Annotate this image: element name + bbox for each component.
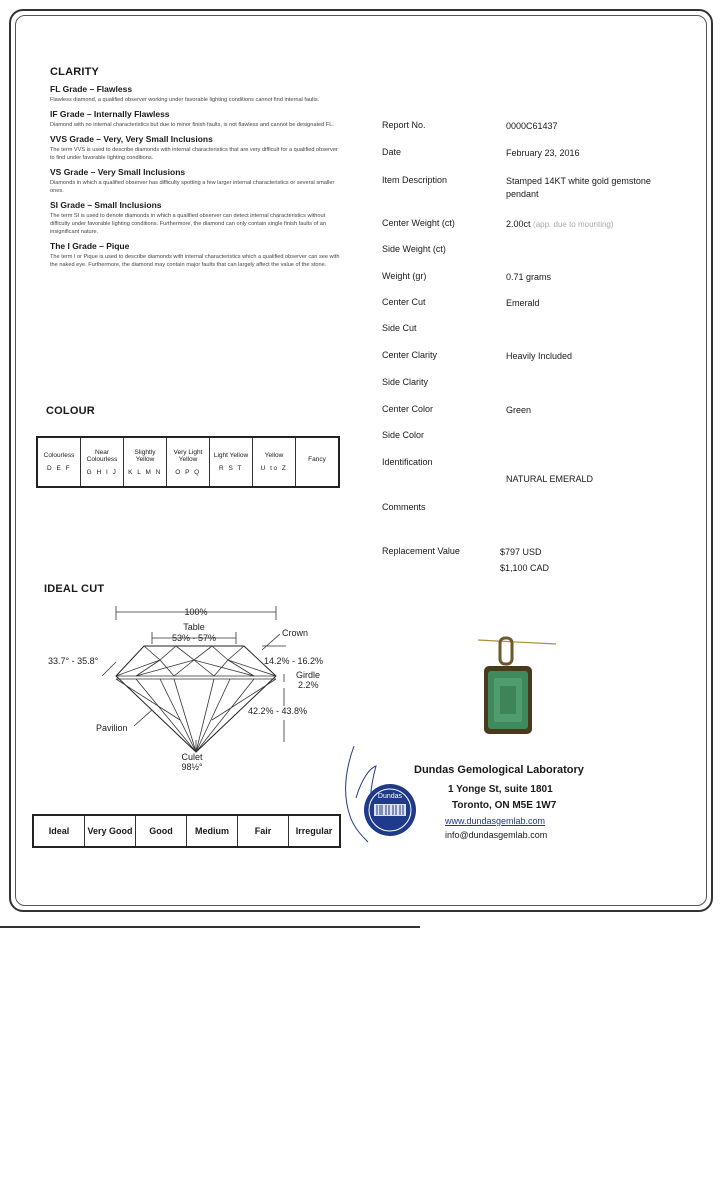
grade-if-desc: Diamond with no internal characteristics but due to minor finish faults, is not flawless and cannot be designated FL. [50,122,334,128]
cut-grade-cell: Good [136,815,187,847]
report-value-note: (app. due to mounting) [533,220,614,229]
grade-si-title: SI Grade – Small Inclusions [50,200,162,210]
colour-cell [210,437,253,487]
report-label: Side Clarity [382,377,429,387]
clarity-section [50,66,350,269]
cut-grade-cell: Irregular [289,815,341,847]
colour-cell-letters: U to Z [260,465,288,472]
report-label: Comments [382,502,426,512]
report-value: $1,100 CAD [500,563,550,573]
colour-cell [37,437,81,487]
crown-height-label: 14.2% - 16.2% [264,656,324,666]
culet-label: Culet [181,752,203,762]
report-label: Side Cut [382,323,417,333]
report-value: 0000C61437 [506,121,558,131]
report-value: Stamped 14KT white gold gemstone pendant [506,176,651,199]
grade-fl-title: FL Grade – Flawless [50,84,133,94]
colour-cell [124,437,167,487]
report-value: Emerald [506,298,540,308]
crown-angle-label: 33.7° - 35.8° [48,656,99,666]
report-value: February 23, 2016 [506,148,580,158]
pavilion-depth-label: 42.2% - 43.8% [248,706,308,716]
cut-grade-cell: Medium [187,815,238,847]
cut-grade-cell: Very Good [85,815,136,847]
lab-address-line1: 1 Yonge St, suite 1801 [448,784,553,795]
emerald-pendant-photo [478,628,558,740]
report-label: Date [382,147,402,157]
colour-cell-letters: G H I J [86,468,118,476]
grade-vvs-title: VVS Grade – Very, Very Small Inclusions [50,134,213,144]
page-edge-line [0,926,420,928]
total-width-label: 100% [184,607,208,617]
report-value: Heavily Included [506,351,573,361]
colour-cell-letters: R S T [219,465,243,472]
colour-heading: COLOUR [46,405,95,417]
colour-cell-name: Very Light Yellow [173,448,203,463]
report-value: 0.71 grams [506,272,552,282]
colour-scale-table [36,436,340,488]
cut-grade-cell: Fair [238,815,289,847]
lab-website-link[interactable]: www.dundasgemlab.com [445,816,546,826]
lab-block [340,738,584,863]
cut-grade-table [32,814,341,848]
crown-angle-pointer [102,662,116,676]
girdle-label: Girdle [296,670,321,680]
report-label: Side Weight (ct) [382,244,446,254]
report-label: Item Description [382,175,448,185]
clarity-heading: CLARITY [50,66,100,78]
crown-label: Crown [282,628,309,638]
colour-cell-name: Yellow [264,452,284,459]
diamond-proportions-diagram [40,602,340,782]
colour-cell-name: Slightly Yellow [134,448,156,463]
report-label: Center Clarity [382,350,438,360]
colour-cell [253,437,296,487]
cut-grade-cell: Ideal [33,815,85,847]
grade-fl-desc: Flawless diamond, a qualified observer working under favorable lighting conditions cannot find internal faults. [50,97,320,103]
crown-pointer [262,634,280,650]
report-label: Report No. [382,120,426,130]
colour-cell-letters: D E F [46,465,72,472]
report-label: Center Cut [382,297,426,307]
pavilion-facet [160,679,196,752]
colour-cell-name: Fancy [308,455,326,463]
chain-line [478,640,556,644]
report-value: NATURAL EMERALD [506,474,594,484]
grade-i-title: The I Grade – Pique [50,241,130,251]
grade-vvs-desc: The term VVS is used to describe diamonds with internal characteristics that are very difficult for a qualified observer to find under favorable lighting conditions. [50,147,338,161]
report-label: Identification [382,457,433,467]
ideal-cut-heading: IDEAL CUT [44,583,105,595]
lab-email[interactable]: info@dundasgemlab.com [445,830,548,840]
table-label: Table [183,622,205,632]
table-range-label: 53% - 57% [171,633,217,643]
colour-cell [167,437,210,487]
pavilion-pointer [134,710,152,726]
emerald-facet [500,686,516,714]
colour-cell-letters: O P Q [175,468,201,476]
grade-i-desc: The term I or Pique is used to describe diamonds with internal characteristics which a qualified observer can see with the naked eye. Furthermore, the diamond may contain major faults that can largely affect the value of the stone. [50,254,340,268]
report-label: Side Color [382,430,425,440]
report-label: Center Weight (ct) [382,218,455,228]
report-value: 2.00ct [506,219,531,229]
lab-name: Dundas Gemological Laboratory [414,764,584,776]
crown-facet [160,660,228,676]
grade-vs-desc: Diamonds in which a qualified observer has difficulty spotting a few larger internal characteristics or several smaller ones. [50,180,335,194]
culet-value: 98½° [181,762,203,772]
report-label: Weight (gr) [382,271,427,281]
crown-facet [160,646,244,660]
seal-text: Dundas [377,793,403,800]
girdle-value: 2.2% [298,680,319,690]
grade-si-desc: The term SI is used to denote diamonds in which a qualified observer can detect internal characteristics without difficulty under favorable lighting conditions. Furthermore, the diamond can only contain single finish faults of an insignificant nature. [50,213,327,235]
lab-seal-stamp [340,738,420,858]
colour-cell-name: Near Colourless [86,448,118,463]
pavilion-label: Pavilion [96,723,128,733]
seal-barcode [374,804,406,816]
grade-if-title: IF Grade – Internally Flawless [50,109,170,119]
report-label: Center Color [382,404,434,414]
report-value: $797 USD [500,547,542,557]
colour-cell-letters: K L M N [128,468,162,476]
report-value: Green [506,405,532,415]
report-label: Replacement Value [382,546,460,556]
pavilion-facet [136,679,254,752]
colour-cell [296,437,340,487]
grade-vs-title: VS Grade – Very Small Inclusions [50,167,186,177]
colour-cell-name: Light Yellow [213,452,249,459]
colour-cell [81,437,124,487]
lab-address-line2: Toronto, ON M5E 1W7 [452,800,557,811]
colour-cell-name: Colourless [43,452,75,459]
